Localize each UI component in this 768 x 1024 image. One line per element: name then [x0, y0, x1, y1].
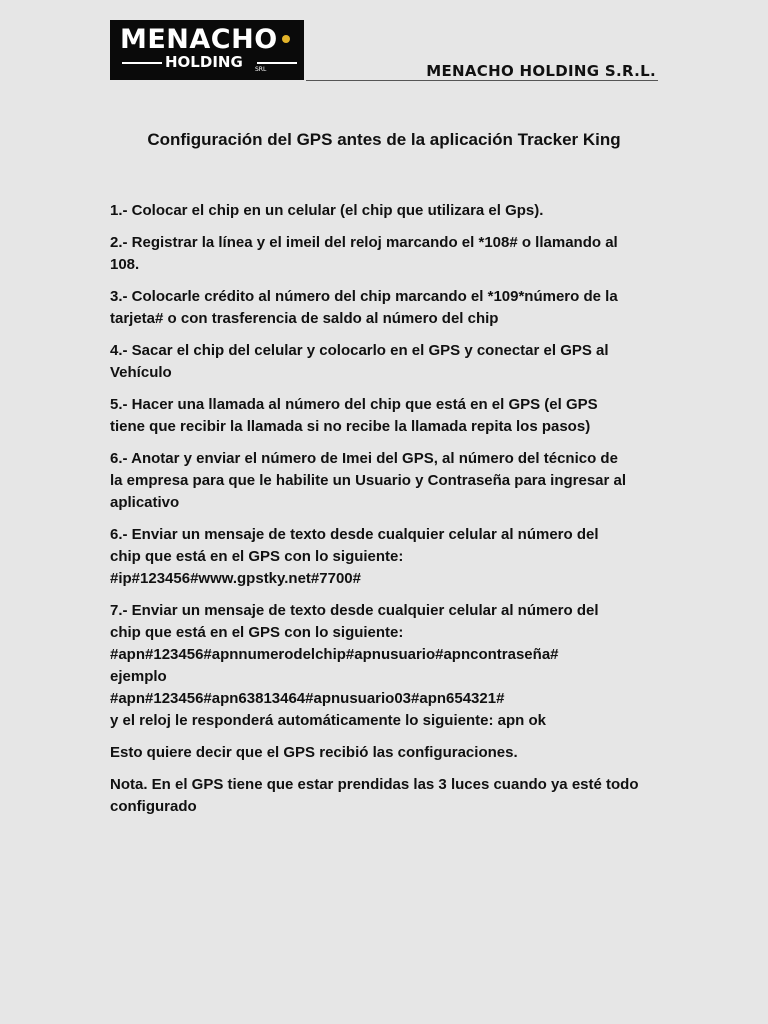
paragraph-line: chip que está en el GPS con lo siguiente:: [110, 624, 404, 641]
logo-rule-left: [122, 62, 162, 64]
paragraph: [110, 232, 670, 276]
paragraph: [110, 340, 670, 384]
paragraph-line: 1.- Colocar el chip en un celular (el chip que utilizara el Gps).: [110, 202, 544, 219]
paragraph: [110, 524, 670, 590]
paragraph: [110, 774, 670, 818]
paragraph: [110, 394, 670, 438]
paragraph-line: #apn#123456#apnnumerodelchip#apnusuario#apncontraseña#: [110, 646, 559, 663]
paragraph-line: Esto quiere decir que el GPS recibió las configuraciones.: [110, 744, 518, 761]
paragraph-line: configurado: [110, 798, 197, 815]
paragraph-line: 3.- Colocarle crédito al número del chip marcando el *109*número de la: [110, 288, 618, 305]
paragraph-line: ejemplo: [110, 668, 167, 685]
paragraph-line: #apn#123456#apn63813464#apnusuario03#apn654321#: [110, 690, 505, 707]
document-title: Configuración del GPS antes de la aplicación Tracker King: [147, 130, 621, 149]
paragraph-line: chip que está en el GPS con lo siguiente:: [110, 548, 404, 565]
paragraph-line: 4.- Sacar el chip del celular y colocarlo en el GPS y conectar el GPS al: [110, 342, 609, 359]
paragraph-line: tarjeta# o con trasferencia de saldo al número del chip: [110, 310, 499, 327]
paragraph: [110, 286, 670, 330]
paragraph-line: tiene que recibir la llamada si no recibe la llamada repita los pasos): [110, 418, 591, 435]
paragraph: [110, 742, 670, 764]
paragraph-line: la empresa para que le habilite un Usuario y Contraseña para ingresar al: [110, 472, 627, 489]
paragraph-line: 6.- Anotar y enviar el número de Imei del GPS, al número del técnico de: [110, 450, 618, 467]
document-header: [110, 20, 658, 82]
paragraph-line: 6.- Enviar un mensaje de texto desde cualquier celular al número del: [110, 526, 599, 543]
paragraph-line: aplicativo: [110, 494, 180, 511]
header-divider: [306, 80, 658, 81]
paragraph: [110, 200, 670, 222]
paragraph: [110, 448, 670, 514]
paragraph-line: #ip#123456#www.gpstky.net#7700#: [110, 570, 361, 587]
paragraph-line: Vehículo: [110, 364, 172, 381]
paragraph-line: 2.- Registrar la línea y el imeil del reloj marcando el *108# o llamando al: [110, 234, 618, 251]
paragraph-line: y el reloj le responderá automáticamente lo siguiente: apn ok: [110, 712, 546, 729]
logo-wordmark-bottom: HOLDING: [165, 53, 243, 71]
paragraph: [110, 600, 670, 732]
paragraph-line: 7.- Enviar un mensaje de texto desde cualquier celular al número del: [110, 602, 599, 619]
company-logo: [110, 20, 304, 80]
paragraph-line: Nota. En el GPS tiene que estar prendidas las 3 luces cuando ya esté todo: [110, 776, 639, 793]
paragraph-line: 108.: [110, 256, 140, 273]
logo-dot-icon: [282, 35, 290, 43]
paragraph-line: 5.- Hacer una llamada al número del chip que está en el GPS (el GPS: [110, 396, 598, 413]
logo-rule-right: [257, 62, 297, 64]
document-body: [110, 200, 670, 828]
logo-suffix: SRL: [255, 66, 267, 73]
company-name: MENACHO HOLDING S.R.L.: [426, 62, 656, 80]
logo-wordmark-top: MENACHO: [120, 24, 278, 55]
